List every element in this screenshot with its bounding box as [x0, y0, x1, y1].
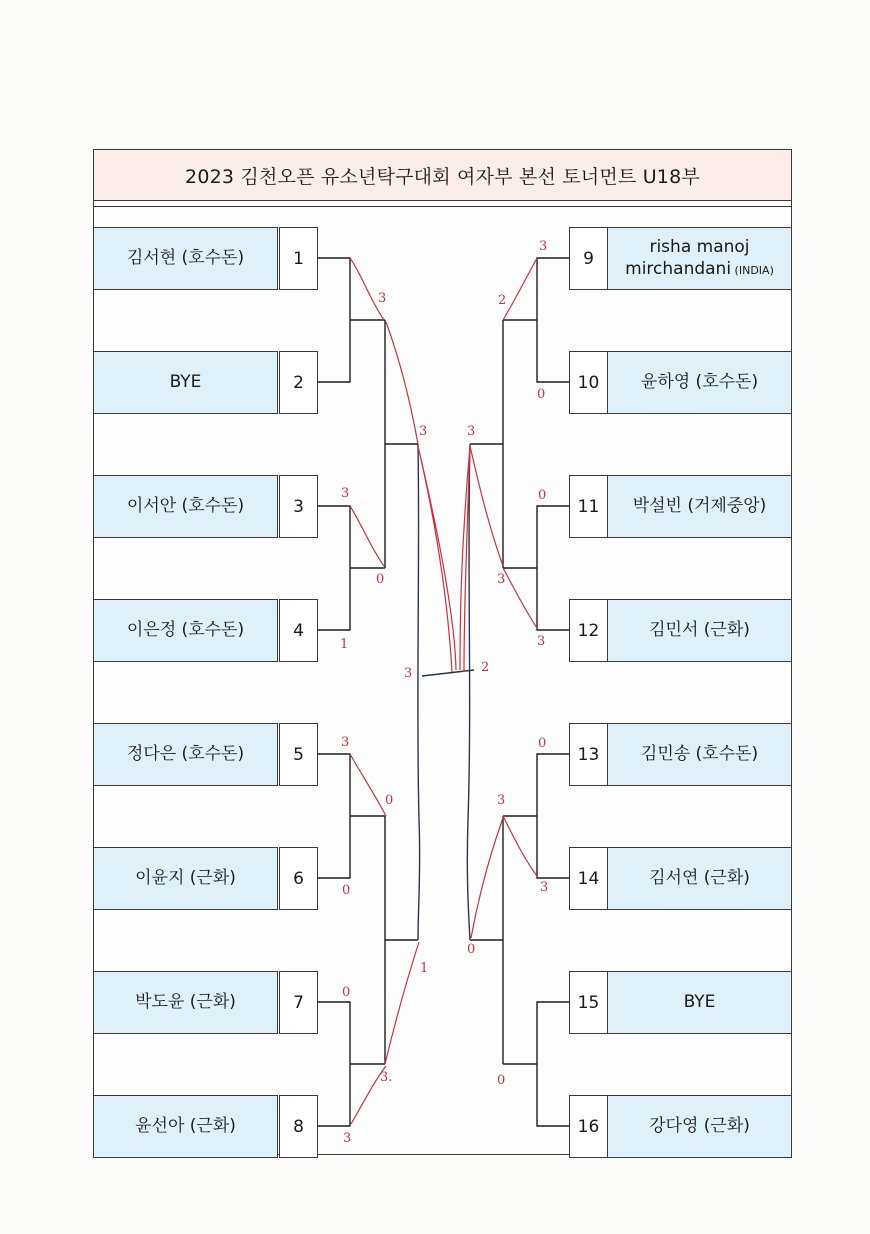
hw-m8-winner: 0: [497, 1073, 506, 1088]
red-m3: [350, 754, 386, 816]
red-sf-left2: [385, 942, 419, 1064]
right-entry-15-seed: 15: [569, 971, 608, 1034]
left-entry-4-seed: 4: [279, 599, 318, 662]
right-entry-14-seed: 14: [569, 847, 608, 910]
bracket-left-m1: [318, 258, 385, 382]
red-m2: [350, 506, 384, 566]
right-entry-15-name: BYE: [607, 971, 792, 1034]
hw-m3-p5: 3: [341, 735, 350, 750]
bracket-right-m8: [503, 1002, 569, 1126]
left-entry-5-seed: 5: [279, 723, 318, 786]
left-entry-1-seed: 1: [279, 227, 318, 290]
right-entry-16-name: 강다영 (근화): [607, 1095, 792, 1158]
bracket-left-m2: [318, 506, 385, 630]
hw-m5-p10: 0: [537, 387, 546, 402]
red-m5: [503, 258, 537, 320]
right-entry-16-seed: 16: [569, 1095, 608, 1158]
red-m7: [503, 816, 537, 876]
hw-m7-winner: 3: [497, 793, 506, 808]
right-entry-9-seed: 9: [569, 227, 608, 290]
hw-m7-p14: 3: [540, 880, 549, 895]
left-entry-5-name: 정다은 (호수돈): [93, 723, 278, 786]
right-entry-11-seed: 11: [569, 475, 608, 538]
left-entry-7-name: 박도윤 (근화): [93, 971, 278, 1034]
hw-m1-winner: 3: [378, 291, 387, 306]
left-entry-8-name: 윤선아 (근화): [93, 1095, 278, 1158]
left-entry-1-name: 김서현 (호수돈): [93, 227, 278, 290]
hw-m5-winner: 2: [498, 293, 507, 308]
right-entry-12-seed: 12: [569, 599, 608, 662]
page-title: 2023 김천오픈 유소년탁구대회 여자부 본선 토너먼트 U18부: [94, 150, 791, 201]
right-entry-10-name: 윤하영 (호수돈): [607, 351, 792, 414]
red-final-left: [418, 446, 456, 672]
bracket-right-m6: [503, 506, 569, 630]
hw-m4-p7: 0: [342, 985, 351, 1000]
hw-final-right: 2: [481, 660, 490, 675]
hw-sf-left-bottom: 1: [420, 961, 429, 976]
left-entry-6-name: 이윤지 (근화): [93, 847, 278, 910]
final-left-vertical: [418, 444, 420, 940]
hw-m2-p3: 3: [341, 486, 350, 501]
bracket-left-sf2: [385, 816, 418, 1064]
bracket-blue-ink-lines: [418, 444, 474, 940]
hw-m6-winner: 3: [497, 572, 506, 587]
right-entry-13-name: 김민송 (호수돈): [607, 723, 792, 786]
hw-final-left: 3: [404, 666, 413, 681]
left-entry-3-name: 이서안 (호수돈): [93, 475, 278, 538]
hw-m3-winner: 0: [385, 793, 394, 808]
bracket-right-m5: [503, 258, 569, 382]
red-sf-right2: [471, 818, 503, 938]
right-entry-9-name-line2-main: mirchandani: [625, 258, 732, 279]
hw-m7-p13: 0: [538, 736, 547, 751]
hw-sf-right-bottom: 0: [467, 942, 476, 957]
right-entry-12-name: 김민서 (근화): [607, 599, 792, 662]
bracket-right-sf1: [470, 320, 503, 568]
bracket-left-m4: [318, 1002, 385, 1126]
left-entry-6-seed: 6: [279, 847, 318, 910]
bracket-black-lines: [318, 258, 569, 1126]
bracket-right-sf2: [470, 816, 503, 1064]
bracket-right-m7: [503, 754, 569, 878]
hw-sf-right-top: 3: [467, 424, 476, 439]
left-entry-2-seed: 2: [279, 351, 318, 414]
red-m6: [503, 568, 537, 628]
hw-m6-p12: 3: [537, 634, 546, 649]
red-sf-right: [470, 446, 503, 566]
right-entry-13-seed: 13: [569, 723, 608, 786]
left-entry-7-seed: 7: [279, 971, 318, 1034]
left-entry-8-seed: 8: [279, 1095, 318, 1158]
right-entry-9-name-line1: risha manoj: [649, 237, 750, 258]
hw-m5-p9: 3: [539, 239, 548, 254]
hw-m3-p6: 0: [342, 883, 351, 898]
hw-m4-winner: 3.: [380, 1070, 393, 1085]
right-entry-9-country: (INDIA): [731, 263, 774, 277]
hw-m4-p8: 3: [343, 1131, 352, 1146]
bracket-left-sf1: [385, 320, 418, 568]
right-entry-14-name: 김서연 (근화): [607, 847, 792, 910]
red-m1: [350, 258, 387, 320]
winner-red-ink-lines: [350, 258, 537, 1124]
hw-m2-winner: 0: [376, 572, 385, 587]
bracket-left-m3: [318, 754, 385, 878]
left-entry-2-name: BYE: [93, 351, 278, 414]
hw-m6-p11: 0: [538, 488, 547, 503]
hw-m2-p4: 1: [340, 637, 349, 652]
hw-sf-left-top: 3: [419, 424, 428, 439]
left-entry-4-name: 이은정 (호수돈): [93, 599, 278, 662]
final-connector: [422, 670, 474, 676]
right-entry-10-seed: 10: [569, 351, 608, 414]
right-entry-11-name: 박설빈 (거제중앙): [607, 475, 792, 538]
left-entry-3-seed: 3: [279, 475, 318, 538]
red-sf-left: [386, 322, 418, 444]
